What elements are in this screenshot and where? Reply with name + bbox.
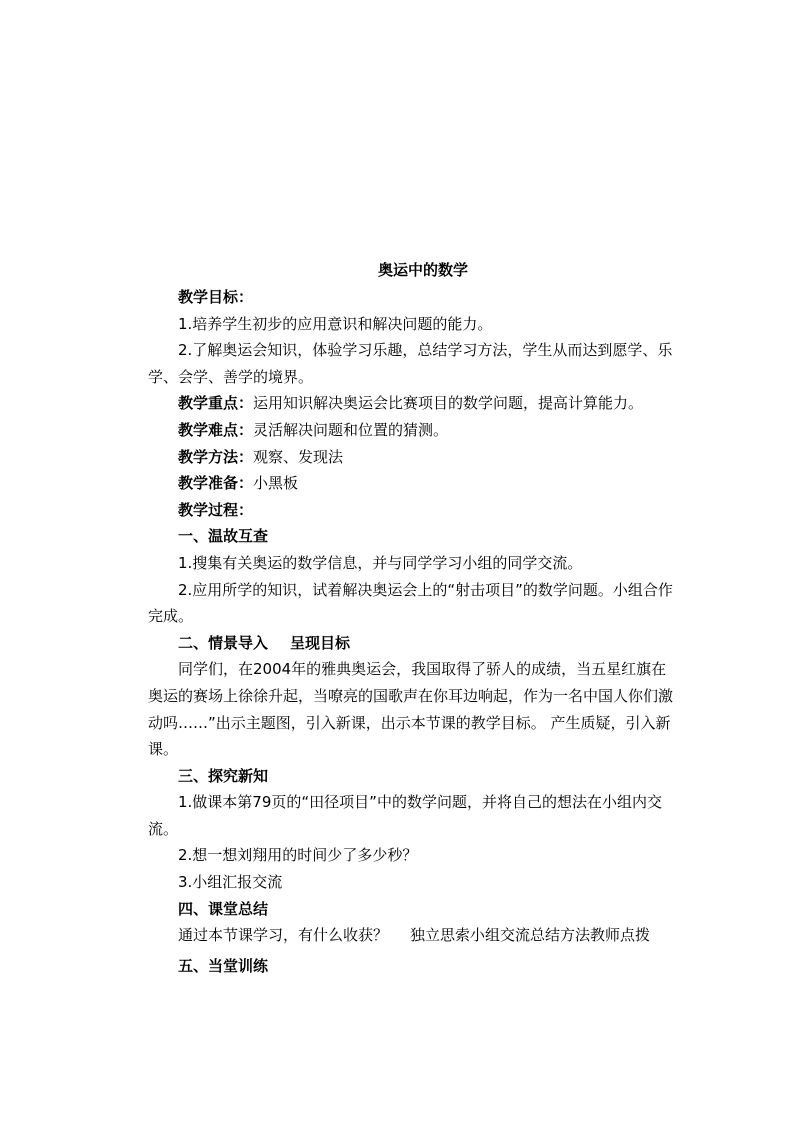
method-label: 教学方法： <box>178 447 254 466</box>
section-3-paragraph-1: 1.做课本第79页的“田径项目”中的数学问题，并将自己的想法在小组内交流。 <box>148 793 662 838</box>
section-4-heading: 四、课堂总结 <box>178 899 269 918</box>
section-4-paragraph-1 <box>148 922 678 949</box>
section-2-paragraph-1: 同学们，在2004年的雅典奥运会，我国取得了骄人的成绩，当五星红旗在奥运的赛场上徐徐升起，当嘹亮的国歌声在你耳边响起，作为一名中国人你们激动吗……”出示主题图，引入新课，出示本节课的教学目标。 产生质疑，引入新课。 <box>148 660 674 759</box>
objectives-heading: 教学目标： <box>178 288 254 306</box>
key-point <box>148 390 678 417</box>
objective-1: 1.培养学生初步的应用意识和解决问题的能力。 <box>178 314 493 333</box>
difficulty-text: 灵活解决问题和位置的猜测。 <box>253 420 449 439</box>
section-4-activity: 独立思索小组交流总结方法教师点拨 <box>410 926 651 945</box>
key-point-label: 教学重点： <box>178 394 254 413</box>
section-2-heading-a: 二、情景导入 <box>178 633 269 652</box>
document-title: 奥运中的数学 <box>377 261 468 279</box>
method-text: 观察、发现法 <box>253 447 344 466</box>
prep-text: 小黑板 <box>253 474 299 493</box>
section-2-heading <box>148 630 678 657</box>
difficulty <box>148 417 678 444</box>
section-5-heading: 五、当堂训练 <box>178 956 269 975</box>
document-body <box>148 258 678 979</box>
section-4-question: 通过本节课学习，有什么收获？ <box>178 926 389 945</box>
process-heading: 教学过程： <box>178 500 254 519</box>
method <box>148 444 678 471</box>
section-1-paragraph-2: 2.应用所学的知识，试着解决奥运会上的“射击项目”的数学问题。小组合作完成。 <box>148 580 673 626</box>
section-3-heading: 三、探究新知 <box>178 766 269 785</box>
section-3-paragraph-3: 3.小组汇报交流 <box>178 873 283 892</box>
section-3-paragraph-2: 2.想一想刘翔用的时间少了多少秒？ <box>178 846 418 865</box>
difficulty-label: 教学难点： <box>178 420 254 439</box>
objective-2: 2.了解奥运会知识，体验学习乐趣，总结学习方法，学生从而达到愿学、乐学、会学、善学的境界。 <box>148 341 673 386</box>
section-1-paragraph-1: 1.搜集有关奥运的数学信息，并与同学学习小组的同学交流。 <box>178 553 583 572</box>
preparation <box>148 470 678 497</box>
section-1-heading: 一、温故互查 <box>178 527 269 546</box>
prep-label: 教学准备： <box>178 474 254 493</box>
section-2-heading-b: 呈现目标 <box>290 633 351 652</box>
key-point-text: 运用知识解决奥运会比赛项目的数学问题，提高计算能力。 <box>253 394 644 413</box>
